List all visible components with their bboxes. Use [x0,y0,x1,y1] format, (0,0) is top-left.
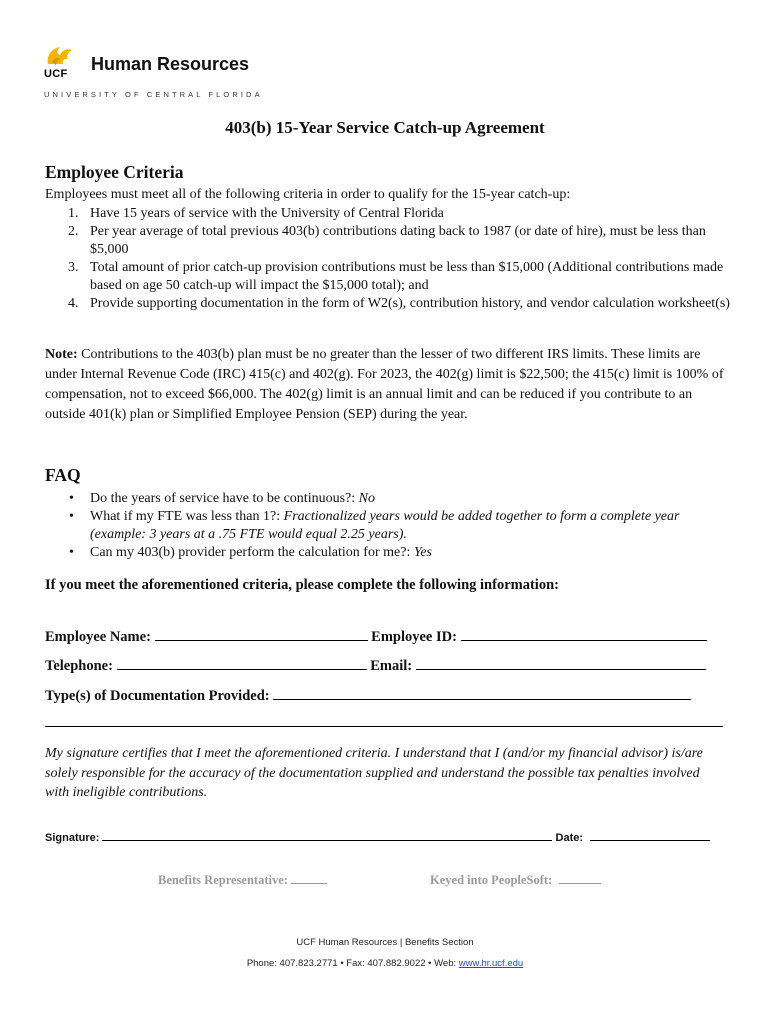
benefits-rep-block [158,872,327,888]
criteria-intro: Employees must meet all of the following criteria in order to qualify for the 15-year catch-up: [45,187,571,202]
documentation-field-line-2[interactable] [45,712,723,727]
faq-question: Do the years of service have to be continuous?: [90,491,359,506]
note-text: Contributions to the 403(b) plan must be no greater than the lesser of two different IRS limits. These limits are under Internal Revenue Code (IRC) 415(c) and 402(g). For 2023, the 402(g) limit is $22,500; the 415(c) limit is 100% of compensation, not to exceed $66,000. The 402(g) limit is an annual limit and can be reduced if you contribute to an outside 401(k) plan or Simplified Employee Pension (SEP) during the year. [45,347,724,422]
email-field[interactable] [416,655,706,670]
phone-email-row [45,655,706,675]
faq-answer: No [358,491,375,506]
faq-question: Can my 403(b) provider perform the calculation for me?: [90,545,414,560]
website-link[interactable]: www.hr.ucf.edu [458,958,524,969]
certification-statement: My signature certifies that I meet the aforementioned criteria. I understand that I (and/or my financial advisor) is/are solely responsible for the accuracy of the documentation supplied and understand the possible tax penalties involved with ineligible contributions. [45,746,703,800]
benefits-rep-field[interactable] [291,872,327,884]
faq-item [45,508,730,544]
footer-contact-text: Phone: 407.823.2771 • Fax: 407.882.9022 • Web: [246,958,459,969]
list-item [45,259,730,295]
note-label: Note: [45,347,78,362]
date-field[interactable] [590,829,710,841]
bullet-icon: • [69,509,74,524]
date-label: Date: [555,832,584,844]
benefits-rep-label: Benefits Representative: [158,873,288,887]
keyed-block [430,872,601,888]
faq-item [45,544,730,562]
keyed-label: Keyed into PeopleSoft: [430,873,553,887]
criteria-list [45,205,730,313]
faq-item [45,490,730,508]
signature-label: Signature: [45,832,100,844]
department-title: Human Resources [91,54,250,74]
list-number: 2. [68,224,79,239]
note-paragraph [45,345,725,425]
footer-contact [0,958,770,969]
list-item [45,223,730,259]
bullet-icon: • [69,545,74,560]
university-name: UNIVERSITY OF CENTRAL FLORIDA [44,90,263,99]
employee-id-label: Employee ID: [371,629,457,645]
faq-list [45,490,730,562]
list-number: 1. [68,206,79,221]
list-number: 3. [68,260,79,275]
faq-answer: Yes [413,545,433,560]
faq-answer: Fractionalized years would be added together to form a complete year (example: 3 years at a .75 FTE would equal 2.25 years). [90,509,680,542]
signature-row [45,829,710,844]
criteria-heading: Employee Criteria [45,162,184,182]
employee-name-field[interactable] [155,626,368,641]
list-item-text: Have 15 years of service with the University of Central Florida [90,206,444,221]
documentation-label: Type(s) of Documentation Provided: [45,688,270,704]
faq-heading: FAQ [45,465,81,485]
list-number: 4. [68,296,79,311]
document-title: 403(b) 15-Year Service Catch-up Agreement [225,118,545,137]
form-instructions: If you meet the aforementioned criteria, please complete the following information: [45,577,559,593]
telephone-field[interactable] [117,655,367,670]
list-item-text: Provide supporting documentation in the form of W2(s), contribution history, and vendor calculation worksheet(s) [90,296,730,311]
keyed-field[interactable] [559,872,601,884]
footer-department: UCF Human Resources | Benefits Section [296,937,474,948]
documentation-row [45,685,691,705]
list-item [45,295,730,313]
employee-id-field[interactable] [461,626,707,641]
signature-field[interactable] [102,829,552,841]
employee-name-label: Employee Name: [45,629,151,645]
documentation-field[interactable] [273,685,691,700]
bullet-icon: • [69,491,74,506]
ucf-logo-text: UCF [44,68,68,80]
faq-question: What if my FTE was less than 1?: [90,509,284,524]
list-item-text: Per year average of total previous 403(b) contributions dating back to 1987 (or date of hire), must be less than $5,000 [90,224,706,257]
list-item [45,205,730,223]
name-id-row [45,626,707,646]
email-label: Email: [370,658,413,674]
telephone-label: Telephone: [45,658,113,674]
list-item-text: Total amount of prior catch-up provision contributions must be less than $15,000 (Additional contributions made based on age 50 catch-up will impact the $15,000 total); and [90,260,724,293]
